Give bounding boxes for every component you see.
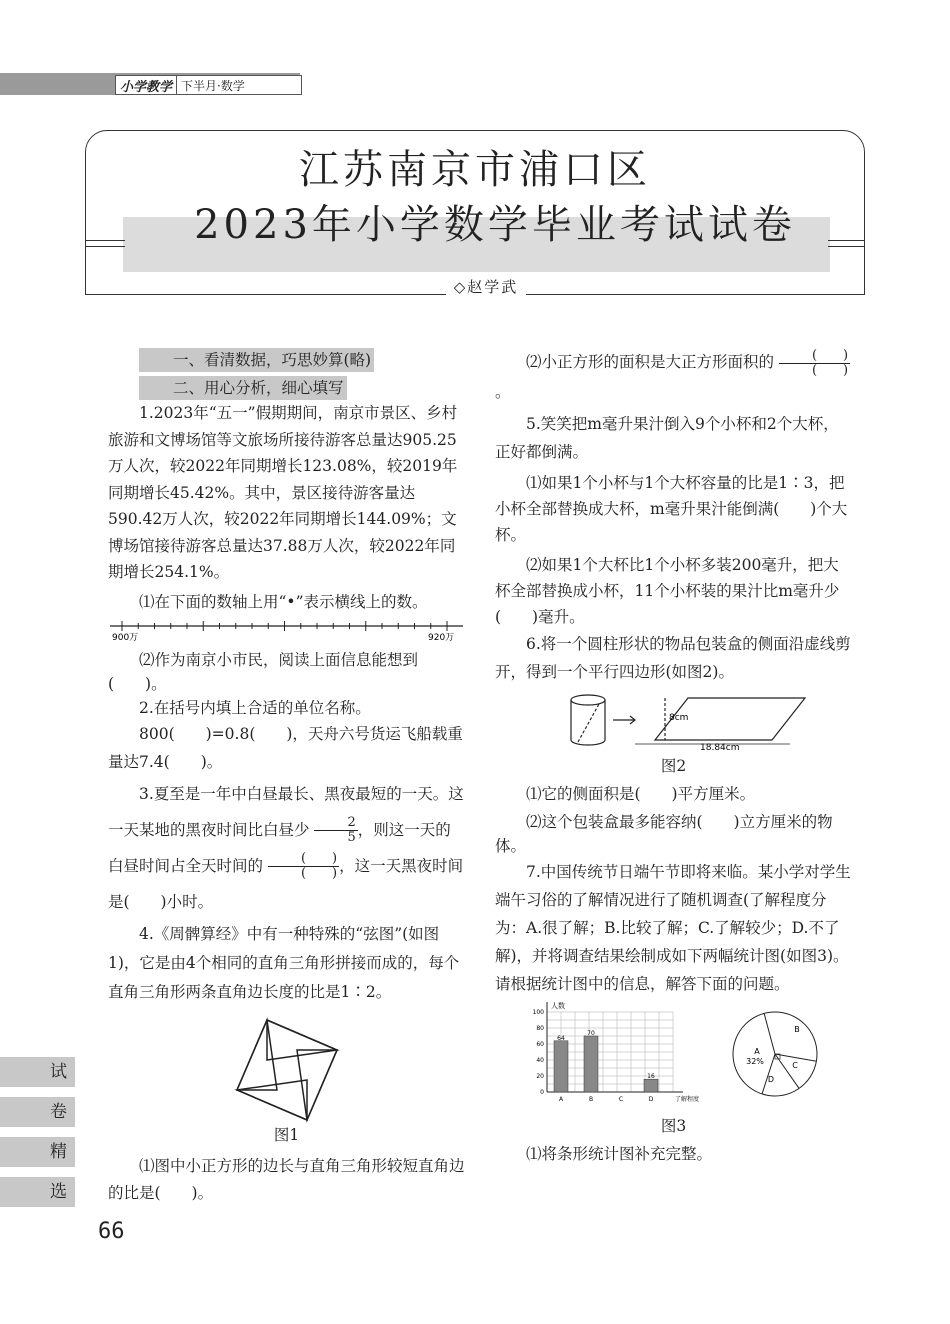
blank-fraction bbox=[779, 349, 850, 378]
title-line-1: 江苏南京市浦口区 bbox=[299, 147, 651, 193]
figure-2-width: 18.84cm bbox=[700, 742, 740, 750]
question-3-text-b: ，则这一天的白昼时间占全天时间的 bbox=[108, 820, 451, 875]
bar-value-label: 70 bbox=[587, 1029, 595, 1037]
question-6-part-2: ⑵这个包装盒最多能容纳( )立方厘米的物体。 bbox=[495, 812, 833, 855]
question-4-part-2-end: 。 bbox=[495, 382, 511, 401]
section-heading-1: 一、看清数据，巧思妙算(略) bbox=[139, 348, 374, 372]
blank-fraction bbox=[268, 852, 339, 881]
magazine-logo: 小学教学 bbox=[116, 76, 177, 95]
y-tick-label: 0 bbox=[540, 1088, 544, 1096]
pie-chart bbox=[733, 1012, 817, 1096]
question-4-part-2 bbox=[495, 348, 852, 406]
side-tab-3: 精 bbox=[0, 1137, 75, 1167]
question-3 bbox=[108, 776, 465, 920]
title-line-2: 2023年小学数学毕业考试试卷 bbox=[194, 202, 796, 248]
axis-right-label: 920万 bbox=[428, 632, 455, 643]
figure-1-caption: 图1 bbox=[273, 1125, 300, 1144]
side-tab-2: 卷 bbox=[0, 1097, 75, 1127]
question-7-part-1: ⑴将条形统计图补充完整。 bbox=[526, 1144, 713, 1163]
question-1: 1.2023年“五一”假期期间，南京市景区、乡村旅游和文博场馆等文旅场所接待游客总量达905.25万人次，较2022年同期增长123.08%，较2019年同期增长45.42%。其中，景区接待游客量达590.42万人次，较2022年同期增长144.09%；文博场馆接待游客总量达37.88万人次，较2022年同期增长254.1%。 bbox=[108, 404, 458, 581]
question-6-part-1: ⑴它的侧面积是( )平方厘米。 bbox=[526, 784, 756, 803]
bar bbox=[584, 1036, 598, 1092]
bar bbox=[644, 1079, 658, 1092]
question-5-part-1: ⑴如果1个小杯与1个大杯容量的比是1∶3，把小杯全部替换成大杯，m毫升果汁能倒满( )个大杯。 bbox=[495, 473, 848, 544]
bar-value-label: 64 bbox=[557, 1034, 565, 1042]
pie-slice-label: B bbox=[794, 1024, 800, 1034]
y-tick-label: 80 bbox=[536, 1024, 544, 1032]
pie-slice-label: C bbox=[792, 1060, 798, 1070]
question-4-part-1: ⑴图中小正方形的边长与直角三角形较短直角边的比是( )。 bbox=[108, 1156, 465, 1202]
right-column bbox=[495, 348, 852, 1166]
pie-slice-boundary bbox=[764, 1013, 775, 1054]
x-tick-label: C bbox=[618, 1095, 624, 1103]
blank-numerator: ( ) bbox=[779, 349, 850, 364]
y-tick-label: 100 bbox=[532, 1008, 544, 1016]
x-tick-label: D bbox=[648, 1095, 654, 1103]
y-tick-label: 40 bbox=[536, 1056, 544, 1064]
axis-left-label: 900万 bbox=[112, 632, 139, 643]
x-tick-label: A bbox=[558, 1095, 564, 1103]
question-6: 6.将一个圆柱形状的物品包装盒的侧面沿虚线剪开，得到一个平行四边形(如图2)。 bbox=[495, 634, 851, 681]
figure-2-diagram bbox=[495, 690, 852, 750]
figure-3-caption: 图3 bbox=[660, 1116, 687, 1135]
pie-slice-label: A bbox=[754, 1046, 760, 1056]
question-5-part-2: ⑵如果1个大杯比1个小杯多装200毫升，把大杯全部替换成小杯，11个小杯装的果汁比m毫升少( )毫升。 bbox=[495, 555, 840, 626]
fraction-two-fifths bbox=[314, 816, 357, 845]
bar-chart bbox=[533, 1002, 699, 1103]
y-tick-label: 20 bbox=[536, 1072, 544, 1080]
question-7: 7.中国传统节日端午节即将来临。某小学对学生端午习俗的了解情况进行了随机调查(了解程度分为：A.很了解；B.比较了解；C.了解较少；D.不了解)，并将调查结果绘制成如下两幅统计图(如图3)。请根据统计图中的信息，解答下面的问题。 bbox=[495, 862, 851, 993]
x-axis-label: 了解程度 bbox=[675, 1095, 700, 1103]
figure-3-charts bbox=[495, 1002, 852, 1114]
y-tick-label: 60 bbox=[536, 1040, 544, 1048]
fraction-numerator: 2 bbox=[314, 816, 357, 831]
page-number: 66 bbox=[98, 1219, 125, 1244]
header-section: 下半月·数学 bbox=[181, 78, 245, 93]
number-line bbox=[108, 618, 465, 644]
x-tick-label: B bbox=[588, 1095, 594, 1103]
question-3-text-c: ，这一天黑夜时间是( )小时。 bbox=[108, 856, 464, 911]
blank-numerator: ( ) bbox=[268, 852, 339, 867]
question-4-part-2-text: ⑵小正方形的面积是大正方形面积的 bbox=[526, 353, 775, 371]
question-1-part-1: ⑴在下面的数轴上用“•”表示横线上的数。 bbox=[139, 592, 428, 611]
question-2: 2.在括号内填上合适的单位名称。 bbox=[139, 698, 371, 717]
pie-slice-value-label: 32% bbox=[746, 1056, 764, 1066]
pie-slice-label: D bbox=[767, 1074, 775, 1084]
blank-denominator: ( ) bbox=[811, 362, 849, 378]
author: ◇赵学武 bbox=[446, 276, 526, 296]
left-column bbox=[108, 348, 465, 1207]
section-heading-2: 二、用心分析，细心填写 bbox=[139, 376, 347, 400]
figure-1-diagram bbox=[108, 1013, 465, 1123]
question-3-text-a: 3.夏至是一年中白昼最长、黑夜最短的一天。这一天某地的黑夜时间比白昼少 bbox=[108, 784, 464, 839]
figure-2-caption: 图2 bbox=[660, 756, 687, 775]
question-1-part-2: ⑵作为南京小市民，阅读上面信息能想到( )。 bbox=[108, 650, 419, 693]
figure-2-height: 8cm bbox=[669, 712, 689, 723]
side-tab-1: 试 bbox=[0, 1057, 75, 1087]
side-tab-4: 选 bbox=[0, 1177, 75, 1207]
pie-slice-boundary bbox=[762, 1054, 775, 1094]
question-4: 4.《周髀算经》中有一种特殊的“弦图”(如图1)，它是由4个相同的直角三角形拼接而成的，每个直角三角形两条直角边长度的比是1∶2。 bbox=[108, 924, 460, 1001]
bar bbox=[554, 1040, 568, 1091]
bar-value-label: 16 bbox=[647, 1072, 655, 1080]
question-5: 5.笑笑把m毫升果汁倒入9个小杯和2个大杯，正好都倒满。 bbox=[495, 414, 839, 461]
y-axis-label: 人数 bbox=[551, 1001, 565, 1010]
question-2-part-1: 800( )=0.8( )，天舟六号货运飞船载重量达7.4( )。 bbox=[108, 724, 463, 771]
header-box bbox=[115, 75, 302, 95]
fraction-denominator: 5 bbox=[347, 830, 356, 845]
blank-denominator: ( ) bbox=[300, 866, 338, 881]
